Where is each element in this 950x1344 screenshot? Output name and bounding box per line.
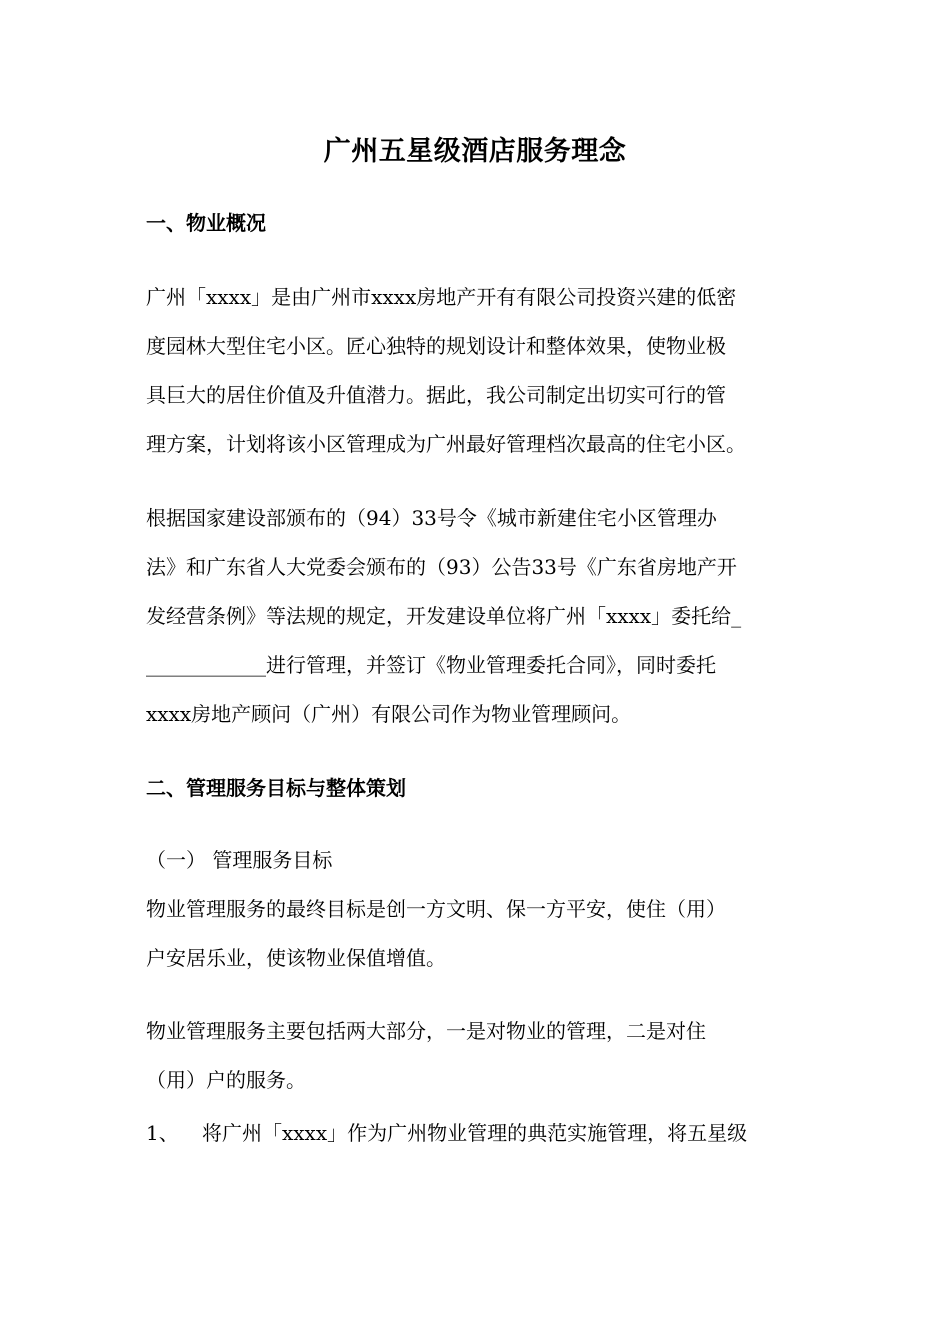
paragraph-line: 根据国家建设部颁布的（94）33号令《城市新建住宅小区管理办	[146, 506, 717, 530]
paragraph-line: 广州「xxxx」是由广州市xxxx房地产开有有限公司投资兴建的低密	[146, 285, 737, 309]
paragraph-line: 理方案，计划将该小区管理成为广州最好管理档次最高的住宅小区。	[146, 432, 746, 456]
document-title: 广州五星级酒店服务理念	[323, 136, 627, 167]
paragraph-line: 具巨大的居住价值及升值潜力。据此，我公司制定出切实可行的管	[146, 383, 726, 407]
paragraph-line: 物业管理服务的最终目标是创一方文明、保一方平安，使住（用）	[146, 897, 726, 921]
subsection-heading: （一） 管理服务目标	[146, 848, 333, 872]
paragraph-line: ____________进行管理，并签订《物业管理委托合同》，同时委托	[146, 653, 716, 677]
list-item	[146, 1118, 747, 1148]
paragraph-line: 度园林大型住宅小区。匠心独特的规划设计和整体效果，使物业极	[146, 334, 726, 358]
paragraph-line: 发经营条例》等法规的规定，开发建设单位将广州「xxxx」委托给_	[146, 604, 742, 628]
paragraph-line: 法》和广东省人大党委会颁布的（93）公告33号《广东省房地产开	[146, 555, 737, 579]
list-item-text: 将广州「xxxx」作为广州物业管理的典范实施管理，将五星级	[202, 1121, 748, 1145]
paragraph-line: （用）户的服务。	[146, 1068, 306, 1092]
paragraph-line: xxxx房地产顾问（广州）有限公司作为物业管理顾问。	[146, 702, 632, 726]
section-heading-overview: 一、物业概况	[146, 211, 266, 235]
paragraph-line: 物业管理服务主要包括两大部分，一是对物业的管理，二是对住	[146, 1019, 706, 1043]
paragraph-line: 户安居乐业，使该物业保值增值。	[146, 946, 446, 970]
list-item-number: 1、	[146, 1121, 179, 1145]
section-heading-goals: 二、管理服务目标与整体策划	[146, 776, 406, 800]
